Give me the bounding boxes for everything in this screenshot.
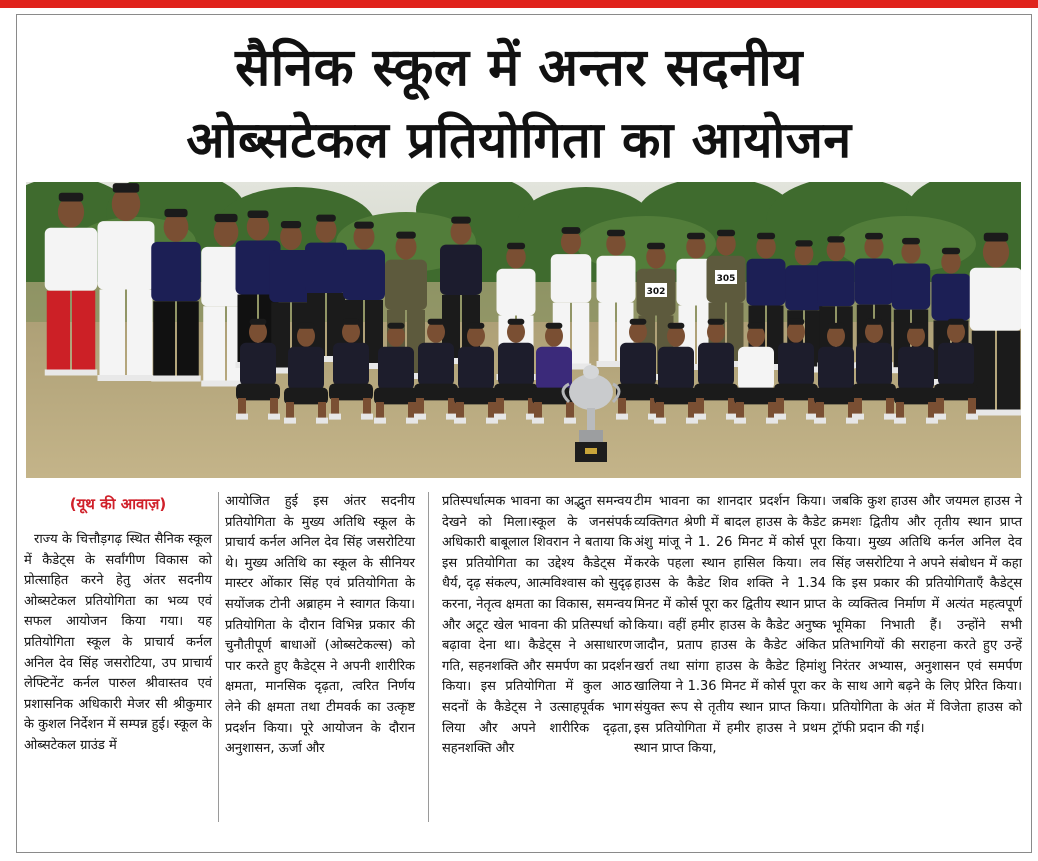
article-text-column-4: टीम भावना का शानदार प्रदर्शन किया। व्यक्तिगत श्रेणी में बादल हाउस के कैडेट अंशु मांजू ने 1. 26 मिनट में कोर्स पूरा करके पहला स्थान हासिल किया। लव हाउस के कैडेट शिव शक्ति ने 1.34 मिनट में कोर्स पूरा कर द्वितीय स्थान प्राप्त किया। वहीं हमीर हाउस के कैडेट अनुष्क जादौन, प्रताप हाउस के कैडेट अंकित खर्रा तथा सांगा हाउस के कैडेट हिमांशु खालिया ने 1.36 मिनट में कोर्स पूरा कर संयुक्त रूप से तृतीय स्थान प्राप्त किया।इस प्रतियोगिता में हमीर हाउस ने प्रथम स्थान प्राप्त किया, bbox=[634, 494, 826, 757]
headline-line-1: सैनिक स्कूल में अन्तर सदनीय bbox=[235, 38, 803, 98]
column-divider bbox=[218, 492, 219, 822]
article-columns bbox=[24, 492, 1024, 832]
group-photo bbox=[26, 182, 1021, 478]
article-text-column-5: जबकि कुश हाउस और जयमल हाउस ने क्रमशः द्वितीय और तृतीय स्थान प्राप्त किया। मुख्य अतिथि कर्नल अनिल देव सिंह जसरोटिया ने अपने संबोधन में कहा कि इस प्रकार की प्रतियोगिताएँ कैडेट्स के व्यक्तित्व निर्माण में अत्यंत महत्वपूर्ण भूमिका निभाती हैं। उन्होंने सभी प्रतिभागियों की सराहना करते हुए उन्हें निरंतर अभ्यास, अनुशासन एवं समर्पण के साथ आगे बढ़ने के लिए प्रेरित किया। प्रतियोगिता के अंत में विजेता हाउस को ट्रॉफी प्रदान की गई। bbox=[832, 494, 1022, 736]
article-column-4 bbox=[634, 492, 826, 832]
masthead-red-rule bbox=[0, 0, 1038, 8]
byline: (यूथ की आवाज़) bbox=[69, 495, 167, 513]
bib-number: 305 bbox=[716, 274, 736, 284]
headline-line-2: ओब्सटेकल प्रतियोगिता का आयोजन bbox=[186, 111, 852, 169]
article-column-1 bbox=[24, 492, 212, 832]
column-divider bbox=[428, 492, 429, 822]
bib-number: 302 bbox=[646, 287, 666, 297]
article-column-2 bbox=[225, 492, 415, 832]
article-column-5 bbox=[832, 492, 1022, 832]
article-column-3 bbox=[442, 492, 632, 832]
group-photo-illustration bbox=[26, 182, 1021, 478]
article-text-column-3: प्रतिस्पर्धात्मक भावना का अद्भुत समन्वय देखने को मिला।स्कूल के जनसंपर्क अधिकारी बाबूलाल शिवरान ने बताया कि इस प्रतियोगिता का उद्देश्य कैडेट्स में धैर्य, दृढ़ संकल्प, आत्मविश्वास को सुदृढ़ करना, नेतृत्व क्षमता का विकास, समन्वय और अटूट खेल भावना की प्रतिस्पर्धा को बढ़ावा देना था। कैडेट्स ने असाधारण गति, सहनशक्ति और समर्पण का प्रदर्शन किया। इस प्रतियोगिता में कुल आठ सदनों के कैडेट्स ने उत्साहपूर्वक भाग लिया और अपने शारीरिक दृढ़ता, सहनशक्ति और bbox=[442, 494, 632, 757]
article-text-column-2: आयोजित हुई इस अंतर सदनीय प्रतियोगिता के मुख्य अतिथि स्कूल के प्राचार्य कर्नल अनिल देव सिंह जसरोटिया थे। मुख्य अतिथि का स्कूल के सीनियर मास्टर ओंकार सिंह एवं प्रतियोगिता के सयोंजक टोनी अब्राहम ने स्वागत किया। प्रतियोगिता के दौरान विभिन्न प्रकार की चुनौतीपूर्ण बाधाओं (ओब्सटेकल्स) को पार करते हुए कैडेट्स ने अपनी शारीरिक क्षमता, मानसिक दृढ़ता, त्वरित निर्णय लेने की क्षमता तथा टीमवर्क का उत्कृष्ट प्रदर्शन किया। पूरे आयोजन के दौरान अनुशासन, ऊर्जा और bbox=[225, 494, 415, 757]
article-text-column-1: राज्य के चित्तौड़गढ़ स्थित सैनिक स्कूल में कैडेट्स के सर्वांगीण विकास को प्रोत्साहित करने हेतु अंतर सदनीय ओब्सटेकल प्रतियोगिता का भव्य एवं सफल आयोजन किया गया। यह प्रतियोगिता स्कूल के प्राचार्य कर्नल अनिल देव सिंह जसरोटिया, उप प्राचार्य लेफ्टिनेंट कर्नल पारुल श्रीवास्तव एवं प्रशासनिक अधिकारी मेजर सी श्रीकुमार के कुशल निर्देशन में सम्पन्न हुई। स्कूल के ओब्सटेकल ग्राउंड में bbox=[24, 532, 212, 753]
